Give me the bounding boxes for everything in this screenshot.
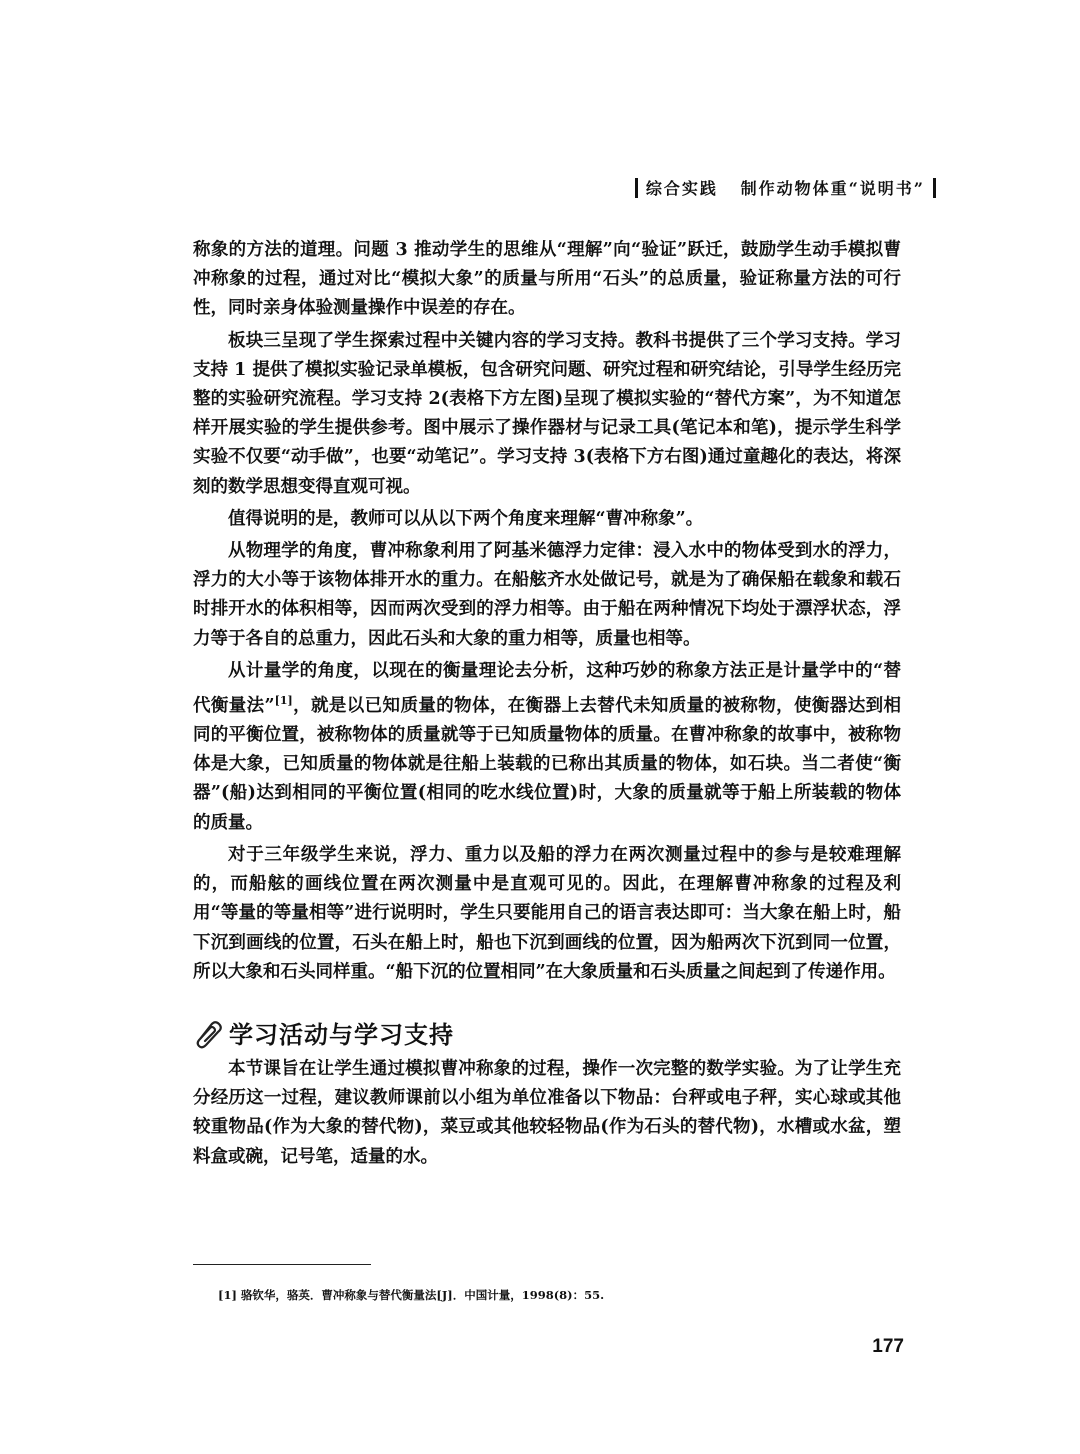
header-bar-left	[635, 178, 638, 198]
paragraph-5-part-1: 从计量学的角度，以现在的衡量理论去分析，这种巧妙的称象方法正是计量学中的“替代衡量法”	[193, 660, 901, 716]
paragraph-2: 板块三呈现了学生探索过程中关键内容的学习支持。教科书提供了三个学习支持。学习支持 1 提供了模拟实验记录单模板，包含研究问题、研究过程和研究结论，引导学生经历完整的实验研究流程。学习支持 2(表格下方左图)呈现了模拟实验的“替代方案”，为不知道怎样开展实验的学生提供参考。图中展示了操作器材与记录工具(笔记本和笔)，提示学生科学实验不仅要“动手做”，也要“动笔记”。学习支持 3(表格下方右图)通过童趣化的表达，将深刻的数学思想变得直观可视。	[193, 330, 901, 497]
header-bar-right	[933, 178, 936, 198]
footnote: [1] 骆钦华，骆英．曹冲称象与替代衡量法[J]．中国计量，1998(8)：55.	[218, 1288, 605, 1302]
header-section: 综合实践	[645, 179, 718, 198]
page-number: 177	[872, 1336, 904, 1357]
paragraph-5	[193, 657, 901, 838]
footnote-divider	[193, 1264, 371, 1265]
footnote-reference[interactable]: [1]	[274, 694, 293, 708]
header-title: 制作动物体重“说明书”	[740, 179, 925, 198]
paragraph-5-part-2: ，就是以已知质量的物体，在衡器上去替代未知质量的被称物，使衡器达到相同的平衡位置，被称物体的质量就等于已知质量物体的质量。在曹冲称象的故事中，被称物体是大象，已知质量的物体就是往船上装载的已称出其质量的物体，如石块。当二者使“衡器”(船)达到相同的平衡位置(相同的吃水线位置)时，大象的质量就等于船上所装载的物体的质量。	[193, 695, 901, 833]
paragraph-4: 从物理学的角度，曹冲称象利用了阿基米德浮力定律：浸入水中的物体受到水的浮力，浮力的大小等于该物体排开水的重力。在船舷齐水处做记号，就是为了确保船在载象和载石时排开水的体积相等，因而两次受到的浮力相等。由于船在两种情况下均处于漂浮状态，浮力等于各自的总重力，因此石头和大象的重力相等，质量也相等。	[193, 541, 901, 649]
paragraph-7: 本节课旨在让学生通过模拟曹冲称象的过程，操作一次完整的数学实验。为了让学生充分经历这一过程，建议教师课前以小组为单位准备以下物品：台秤或电子秤，实心球或其他较重物品(作为大象的替代物)，菜豆或其他较轻物品(作为石头的替代物)，水槽或水盆，塑料盒或碗，记号笔，适量的水。	[193, 1058, 901, 1167]
main-content	[193, 236, 901, 1172]
paragraph-1: 称象的方法的道理。问题 3 推动学生的思维从“理解”向“验证”跃迁，鼓励学生动手模拟曹冲称象的过程，通过对比“模拟大象”的质量与所用“石头”的总质量，验证称量方法的可行性，同时亲身体验测量操作中误差的存在。	[193, 240, 901, 319]
section-heading	[193, 1013, 901, 1053]
running-header	[627, 176, 944, 199]
section-title: 学习活动与学习支持	[229, 1020, 454, 1050]
paragraph-3: 值得说明的是，教师可以从以下两个角度来理解“曹冲称象”。	[228, 508, 704, 529]
paperclip-icon	[193, 1017, 225, 1049]
paragraph-6: 对于三年级学生来说，浮力、重力以及船的浮力在两次测量过程中的参与是较难理解的，而船舷的画线位置在两次测量中是直观可见的。因此，在理解曹冲称象的过程及利用“等量的等量相等”进行说明时，学生只要能用自己的语言表达即可：当大象在船上时，船下沉到画线的位置，石头在船上时，船也下沉到画线的位置，因为船两次下沉到同一位置，所以大象和石头同样重。“船下沉的位置相同”在大象质量和石头质量之间起到了传递作用。	[193, 844, 901, 982]
